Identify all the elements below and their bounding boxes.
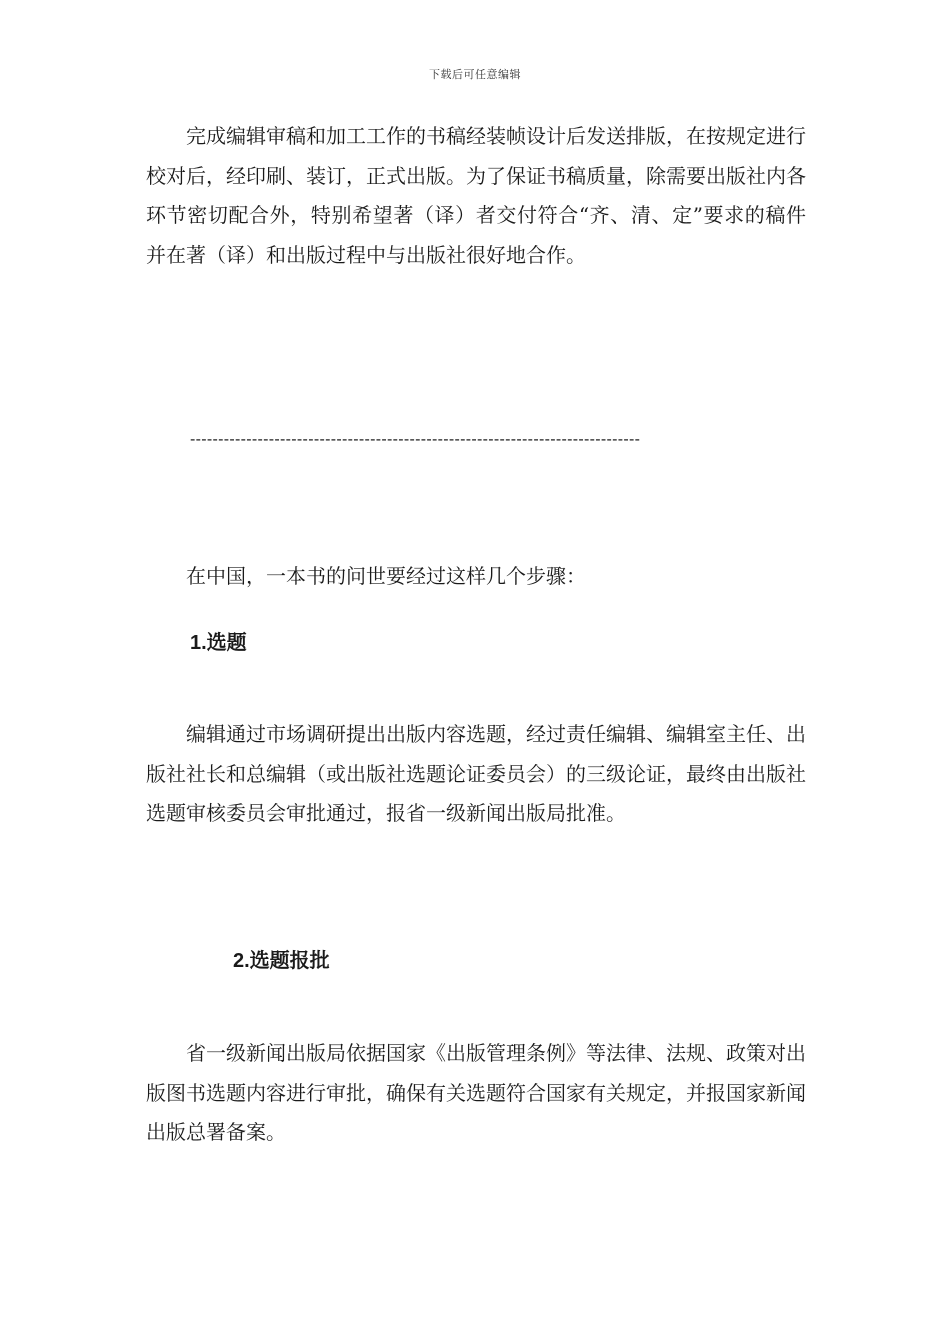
header-note: 下载后可任意编辑: [429, 68, 521, 81]
paragraph-steps-intro: 在中国，一本书的问世要经过这样几个步骤：: [186, 564, 586, 588]
paragraph-topic-selection: 编辑通过市场调研提出出版内容选题，经过责任编辑、编辑室主任、出版社社长和总编辑（或出版社选题论证委员会）的三级论证，最终由出版社选题审核委员会审批通过，报省一级新闻出版局批准。: [146, 722, 806, 825]
heading-topic-approval: 2.选题报批: [233, 950, 330, 972]
paragraph-publishing-process: 完成编辑审稿和加工工作的书稿经装帧设计后发送排版，在按规定进行校对后，经印刷、装订，正式出版。为了保证书稿质量，除需要出版社内各环节密切配合外，特别希望著（译）者交付符合“齐、清、定”要求的稿件并在著（译）和出版过程中与出版社很好地合作。: [146, 124, 806, 267]
section-divider: --------------------------------------------------------------------------------: [190, 431, 641, 448]
heading-topic-selection: 1.选题: [190, 632, 247, 654]
paragraph-topic-approval: 省一级新闻出版局依据国家《出版管理条例》等法律、法规、政策对出版图书选题内容进行审批，确保有关选题符合国家有关规定，并报国家新闻出版总署备案。: [146, 1041, 806, 1144]
